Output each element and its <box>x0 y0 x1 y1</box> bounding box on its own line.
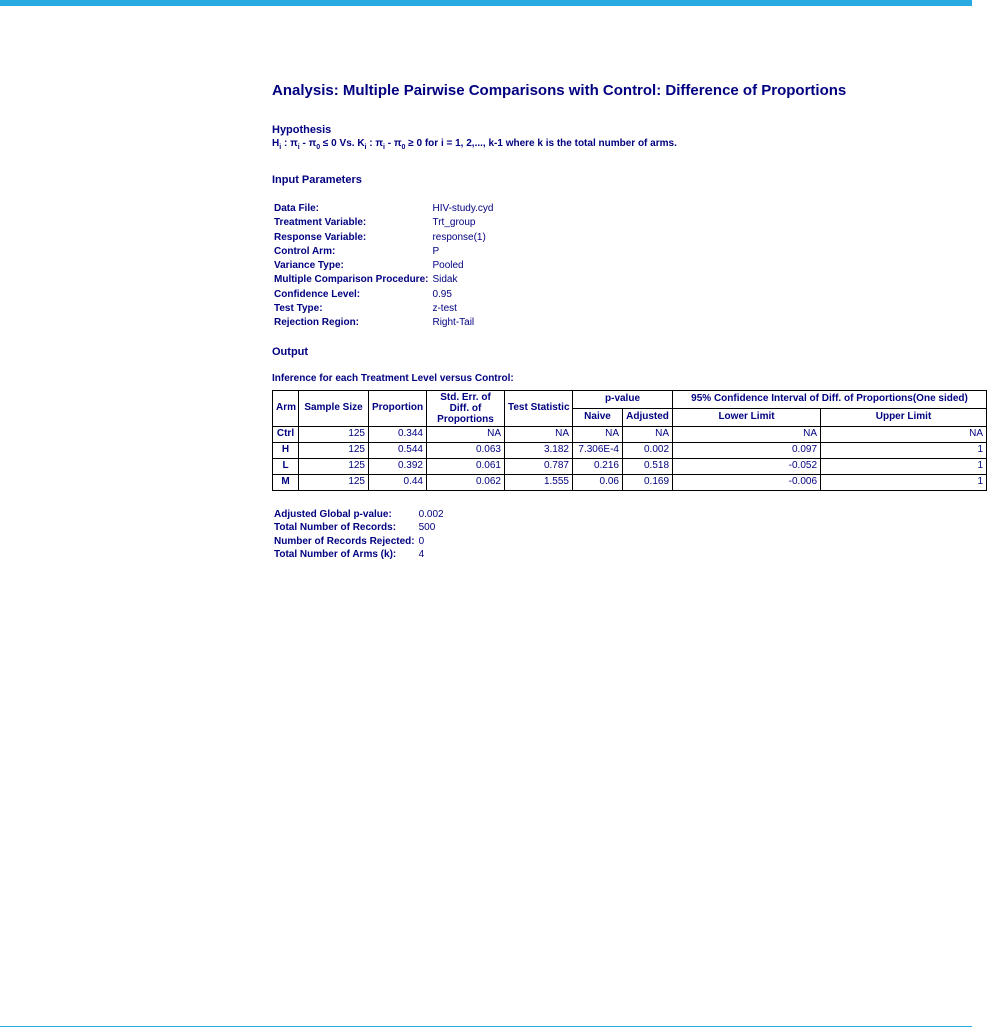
cell-proportion: 0.392 <box>369 458 427 474</box>
summary-value: 500 <box>418 522 436 534</box>
cell-upper-limit: 1 <box>821 458 987 474</box>
cell-naive: 0.216 <box>573 458 623 474</box>
param-value: HIV-study.cyd <box>432 203 494 214</box>
param-label: Data File: <box>274 203 320 214</box>
cell-test-statistic: NA <box>505 426 573 442</box>
cell-sample-size: 125 <box>299 474 369 490</box>
cell-proportion: 0.344 <box>369 426 427 442</box>
cell-test-statistic: 0.787 <box>505 458 573 474</box>
table-header-row <box>273 390 987 408</box>
summary-row <box>272 508 446 522</box>
summary-label: Total Number of Records: <box>274 522 397 534</box>
param-row <box>272 259 495 273</box>
param-label: Treatment Variable: <box>274 217 367 229</box>
param-label: Response Variable: <box>274 231 367 243</box>
summary-value: 0 <box>418 535 425 547</box>
param-label: Rejection Region: <box>274 317 360 329</box>
param-label: Confidence Level: <box>274 288 361 300</box>
cell-std-err: 0.062 <box>427 474 505 490</box>
param-value: response(1) <box>432 231 486 243</box>
summary-value: 4 <box>418 549 425 561</box>
col-header-naive: Naive <box>573 408 623 426</box>
col-header-proportion: Proportion <box>369 390 427 426</box>
param-label: Control Arm: <box>274 245 336 257</box>
cell-sample-size: 125 <box>299 442 369 458</box>
cell-sample-size: 125 <box>299 426 369 442</box>
bottom-accent-line <box>0 1026 972 1027</box>
summary-label: Total Number of Arms (k): <box>274 549 397 561</box>
param-label: Multiple Comparison Procedure: <box>274 274 429 286</box>
param-value: Right-Tail <box>432 317 475 329</box>
col-header-upper-limit: Upper Limit <box>821 408 987 426</box>
cell-arm: H <box>273 442 299 458</box>
input-parameters-table <box>272 202 495 331</box>
top-accent-bar <box>0 0 972 6</box>
cell-naive: 0.06 <box>573 474 623 490</box>
param-row <box>272 231 495 245</box>
param-row <box>272 273 495 287</box>
output-heading: Output <box>272 345 309 358</box>
hypothesis-heading: Hypothesis <box>272 124 332 136</box>
table-row <box>273 442 987 458</box>
hypothesis-statement: $H_i$ : $\pi_i - \pi_0 \le 0$ Vs. $K_i$ : $\pi_i - \pi_0 \ge 0$ for i = 1, 2,..., k-1 where k is the total number of arms. <box>272 138 677 151</box>
col-header-lower-limit: Lower Limit <box>673 408 821 426</box>
table-row <box>273 474 987 490</box>
summary-row <box>272 521 446 535</box>
page-title: Analysis: Multiple Pairwise Comparisons with Control: Difference of Proportions <box>272 82 847 99</box>
cell-std-err: NA <box>427 426 505 442</box>
col-header-sample-size: Sample Size <box>299 390 369 426</box>
cell-lower-limit: -0.006 <box>673 474 821 490</box>
cell-proportion: 0.544 <box>369 442 427 458</box>
summary-value: 0.002 <box>418 508 444 520</box>
cell-adjusted: 0.518 <box>623 458 673 474</box>
cell-lower-limit: NA <box>673 426 821 442</box>
table-row <box>273 458 987 474</box>
param-row <box>272 316 495 330</box>
col-header-adjusted: Adjusted <box>623 408 673 426</box>
cell-lower-limit: -0.052 <box>673 458 821 474</box>
cell-adjusted: 0.169 <box>623 474 673 490</box>
summary-row <box>272 548 446 562</box>
cell-upper-limit: NA <box>821 426 987 442</box>
param-row <box>272 288 495 302</box>
col-header-p-value: p-value <box>573 390 673 408</box>
summary-row <box>272 535 446 549</box>
cell-adjusted: NA <box>623 426 673 442</box>
param-row <box>272 216 495 230</box>
cell-lower-limit: 0.097 <box>673 442 821 458</box>
param-value: P <box>432 245 440 257</box>
input-parameters-heading: Input Parameters <box>272 174 362 186</box>
output-table-caption: Inference for each Treatment Level versus Control: <box>272 372 514 384</box>
cell-proportion: 0.44 <box>369 474 427 490</box>
param-value: 0.95 <box>432 288 452 300</box>
col-header-arm: Arm <box>273 390 299 426</box>
summary-table <box>272 508 446 562</box>
cell-sample-size: 125 <box>299 458 369 474</box>
cell-upper-limit: 1 <box>821 474 987 490</box>
param-label: Test Type: <box>274 303 323 315</box>
param-value: z-test <box>432 303 457 315</box>
col-header-test-statistic: Test Statistic <box>505 390 573 426</box>
report-content <box>272 82 988 562</box>
cell-test-statistic: 3.182 <box>505 442 573 458</box>
table-row <box>273 426 987 442</box>
param-value: Sidak <box>432 274 458 286</box>
cell-naive: NA <box>573 426 623 442</box>
param-value: Pooled <box>432 260 464 272</box>
param-row <box>272 245 495 259</box>
cell-upper-limit: 1 <box>821 442 987 458</box>
cell-adjusted: 0.002 <box>623 442 673 458</box>
summary-label: Adjusted Global p-value: <box>274 508 392 520</box>
cell-arm: L <box>273 458 299 474</box>
col-header-std-err: Std. Err. of Diff. of Proportions <box>427 390 505 426</box>
param-row <box>272 202 495 216</box>
cell-std-err: 0.061 <box>427 458 505 474</box>
inference-table <box>272 390 987 491</box>
param-value: Trt_group <box>432 217 476 229</box>
cell-test-statistic: 1.555 <box>505 474 573 490</box>
cell-naive: 7.306E-4 <box>573 442 623 458</box>
cell-arm: M <box>273 474 299 490</box>
param-label: Variance Type: <box>274 260 344 272</box>
col-header-confidence-interval: 95% Confidence Interval of Diff. of Proportions(One sided) <box>673 390 987 408</box>
cell-arm: Ctrl <box>273 426 299 442</box>
summary-label: Number of Records Rejected: <box>274 535 415 547</box>
cell-std-err: 0.063 <box>427 442 505 458</box>
param-row <box>272 302 495 316</box>
